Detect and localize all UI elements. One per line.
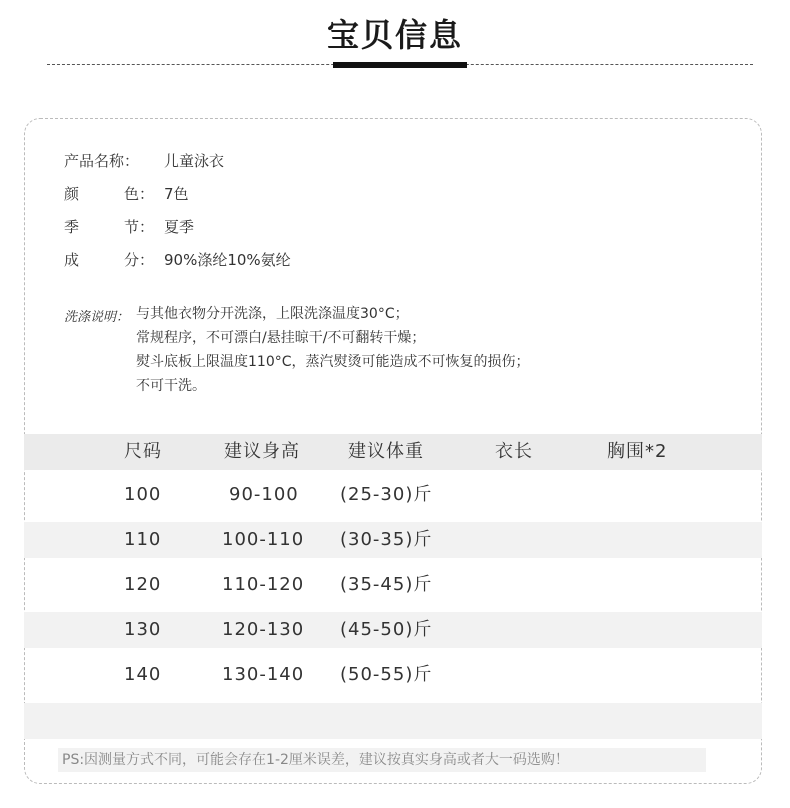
table-row [24, 477, 762, 513]
table-cell [604, 612, 704, 648]
table-row [24, 612, 762, 648]
info-label-text: 分： [124, 251, 155, 269]
title-underline-bar [333, 62, 467, 68]
info-label-text: 节： [124, 218, 155, 236]
table-header-cell: 建议体重 [348, 441, 424, 462]
wash-line: 不可干洗。 [136, 378, 206, 394]
info-value: 夏季 [164, 218, 195, 236]
table-cell [494, 522, 574, 558]
table-header-cell: 建议身高 [224, 441, 300, 462]
table-row-empty [24, 703, 762, 739]
table-cell: 120-130 [222, 619, 305, 640]
table-cell [494, 567, 574, 603]
table-cell: (35-45)斤 [340, 574, 433, 595]
table-cell [604, 657, 704, 693]
table-cell: (45-50)斤 [340, 619, 433, 640]
wash-line: 常规程序，不可漂白/悬挂晾干/不可翻转干燥； [136, 330, 426, 346]
table-cell [604, 567, 704, 603]
table-cell: 140 [124, 664, 162, 685]
info-value: 7色 [164, 185, 189, 203]
table-cell: 130-140 [222, 664, 305, 685]
info-label-text: 产品名称： [64, 152, 140, 170]
table-cell: 100 [124, 484, 162, 505]
wash-line: 与其他衣物分开洗涤，上限洗涤温度30°C； [136, 306, 409, 322]
wash-line: 熨斗底板上限温度110°C，蒸汽熨烫可能造成不可恢复的损伤； [136, 354, 530, 370]
table-cell [494, 477, 574, 513]
table-cell: 120 [124, 574, 162, 595]
info-label-text: 色： [124, 185, 155, 203]
wash-label: 洗涤说明： [64, 310, 130, 325]
info-value: 儿童泳衣 [164, 152, 225, 170]
table-cell: 110-120 [222, 574, 305, 595]
info-value: 90%涤纶10%氨纶 [164, 251, 291, 269]
footnote: PS:因测量方式不同，可能会存在1-2厘米误差，建议按真实身高或者大一码选购！ [58, 748, 706, 772]
size-table-header [24, 434, 762, 470]
table-cell [494, 657, 574, 693]
table-header-cell: 胸围*2 [607, 441, 668, 462]
table-cell: 110 [124, 529, 162, 550]
table-row [24, 657, 762, 693]
table-cell [604, 522, 704, 558]
table-cell: 130 [124, 619, 162, 640]
table-cell [604, 477, 704, 513]
table-cell: 100-110 [222, 529, 305, 550]
table-cell: (50-55)斤 [340, 664, 433, 685]
table-cell: 90-100 [229, 484, 299, 505]
info-label-text: 季 [64, 218, 80, 236]
table-row [24, 522, 762, 558]
table-header-cell: 衣长 [495, 441, 533, 462]
table-header-cell: 尺码 [124, 441, 162, 462]
table-cell: (25-30)斤 [340, 484, 433, 505]
table-cell [494, 612, 574, 648]
info-label-text: 成 [64, 251, 80, 269]
table-cell: (30-35)斤 [340, 529, 433, 550]
page-title: 宝贝信息 [326, 16, 463, 54]
info-label-text: 颜 [64, 185, 80, 203]
table-row [24, 567, 762, 603]
